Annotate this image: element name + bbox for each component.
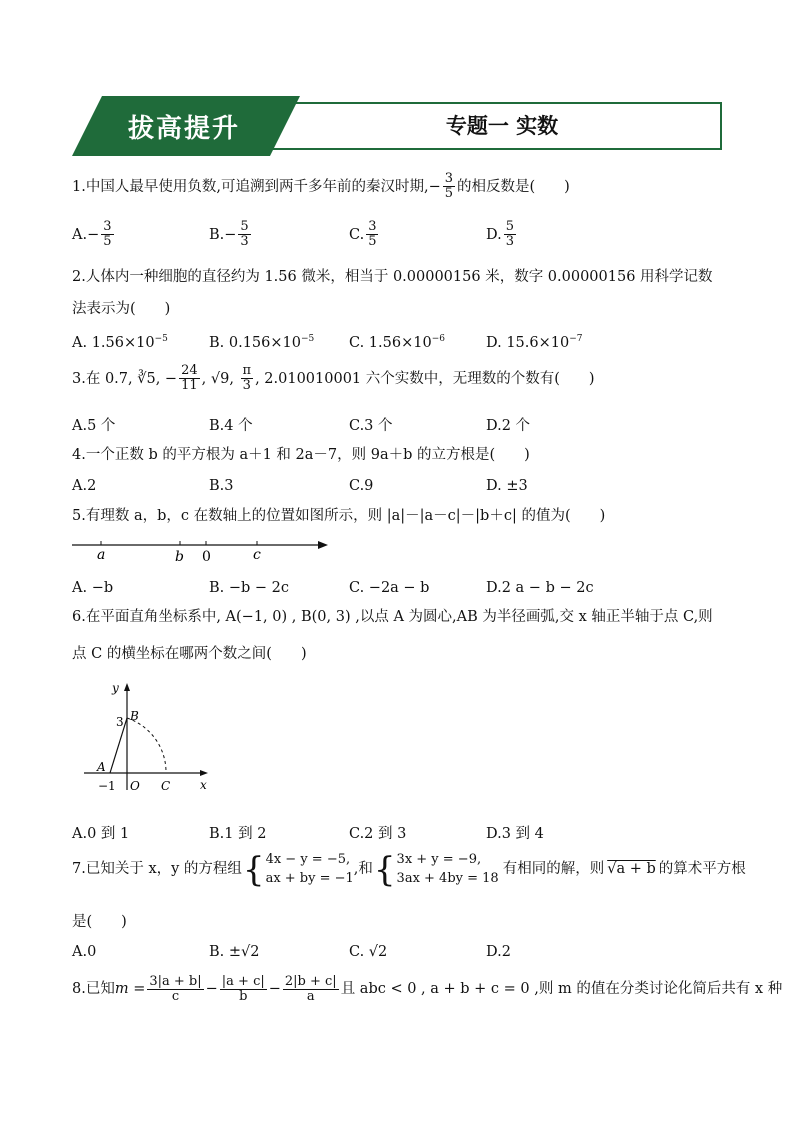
q7-text-pre: 7.已知关于 x，y 的方程组 [72, 861, 242, 878]
q3-frac-den: 11 [181, 378, 198, 394]
q8-f3-num: 2|b + c| [284, 974, 337, 989]
q7-system-2 [397, 851, 499, 889]
q2-option-c[interactable] [349, 334, 445, 351]
question-7 [72, 851, 746, 889]
q7-option-b[interactable]: B. ±√2 [209, 944, 260, 960]
q4-option-d[interactable]: D. ±3 [486, 478, 528, 494]
label-zero: 0 [202, 549, 211, 564]
q8-f1-num: 3|a + b| [149, 974, 202, 989]
q6-option-a[interactable]: A.0 到 1 [72, 826, 130, 842]
q5-option-d[interactable]: D.2 a − b − 2c [486, 580, 594, 596]
question-6-line-2: 点 C 的横坐标在哪两个数之间( ) [72, 646, 307, 662]
question-6-line-1: 6.在平面直角坐标系中, A(−1, 0) , B(0, 3) ,以点 A 为圆心,AB 为半径画弧,交 x 轴正半轴于点 C,则 [72, 609, 713, 625]
q5-options [72, 580, 732, 602]
coordinate-figure [82, 678, 212, 796]
q8-text-post: 且 abc < 0 , a + b + c = 0 ,则 m 的值在分类讨论化简后共有 x 种 [340, 981, 783, 998]
q1-frac-num: 3 [444, 171, 453, 186]
q6-options [72, 822, 732, 844]
q7-text-post1: 有相同的解，则 [502, 861, 605, 878]
x-axis-arrow-icon [200, 770, 208, 776]
q7-text-mid: ,和 [353, 861, 373, 878]
q3-options [72, 414, 732, 436]
q1-opt-a-num: 3 [103, 219, 112, 234]
q1-opt-c-frac [366, 220, 378, 250]
q3-sign: − [164, 370, 178, 387]
q5-option-a[interactable]: A. −b [72, 580, 114, 596]
q2-option-b[interactable] [209, 334, 314, 351]
q1-opt-d-frac [504, 220, 516, 250]
q2-opt-b-text: B. 0.156×10 [209, 334, 301, 351]
q1-option-a[interactable] [72, 220, 116, 250]
q7-option-d[interactable]: D.2 [486, 944, 511, 960]
q7-sys1-eq2: ax + by = −1 [265, 870, 354, 886]
q8-text-pre: 8.已知 [72, 981, 115, 998]
x-neg1-label: −1 [98, 779, 116, 793]
arc-bc [127, 718, 166, 773]
q7-sys1-eq1: 4x − y = −5, [265, 852, 351, 867]
q1-opt-d-num: 5 [505, 219, 514, 234]
q6-option-c[interactable]: C.2 到 3 [349, 826, 407, 842]
q2-options [72, 334, 732, 356]
q3-fraction [179, 364, 200, 394]
q1-opt-c-num: 3 [368, 219, 377, 234]
q5-option-b[interactable]: B. −b − 2c [209, 580, 290, 596]
q3-option-d[interactable]: D.2 个 [486, 418, 531, 434]
question-5: 5.有理数 a，b，c 在数轴上的位置如图所示，则 |a|－|a－c|－|b＋c| 的值为( ) [72, 508, 606, 524]
q7-brace-2-icon: { [373, 849, 396, 890]
q4-option-b[interactable]: B.3 [209, 478, 234, 494]
point-b-label: B [130, 709, 139, 723]
q1-opt-b-num: 5 [240, 219, 249, 234]
q7-sys2-eq2: 3ax + 4by = 18 [396, 870, 499, 886]
y-three-label: 3 [116, 715, 124, 729]
q5-option-c[interactable]: C. −2a − b [349, 580, 430, 596]
q3-pi-den: 3 [242, 378, 251, 394]
q7-options [72, 944, 732, 966]
q6-option-d[interactable]: D.3 到 4 [486, 826, 544, 842]
header-banner [72, 96, 722, 156]
q2-opt-c-exp: −6 [431, 334, 445, 344]
q3-sqrt: √9 [210, 370, 230, 387]
point-c-label: C [161, 779, 171, 793]
q8-fraction-1 [147, 975, 203, 1005]
page-title: 专题一 实数 [445, 114, 559, 138]
q2-opt-c-text: C. 1.56×10 [349, 334, 432, 351]
q3-text-pre: 3.在 0.7, [72, 370, 133, 387]
q3-frac-num: 24 [181, 363, 198, 378]
q1-option-c[interactable] [349, 220, 380, 250]
q1-text: 1.中国人最早使用负数,可追溯到两千多年前的秦汉时期, [72, 178, 429, 195]
label-b: b [175, 549, 184, 564]
q1-opt-d-den: 3 [505, 234, 514, 250]
q1-opt-c-label: C. [349, 226, 365, 243]
q2-option-a[interactable] [72, 334, 168, 351]
q1-sign: − [428, 178, 441, 195]
q8-f2-den: b [239, 989, 248, 1005]
q4-option-a[interactable]: A.2 [72, 478, 97, 494]
q1-opt-d-label: D. [486, 226, 502, 243]
q3-pi-fraction [241, 364, 254, 394]
q3-text-post: 2.010010001 六个实数中，无理数的个数有( ) [264, 370, 595, 387]
q1-opt-a-sign: − [87, 226, 100, 243]
q1-opt-b-den: 3 [240, 234, 249, 250]
number-line-figure [70, 534, 332, 564]
q7-sys2-eq1: 3x + y = −9, [396, 852, 482, 867]
q1-frac-den: 5 [444, 186, 453, 202]
q1-opt-a-den: 5 [103, 234, 112, 250]
q8-m-equals: m = [114, 981, 146, 998]
banner-tab-label: 拔高提升 [128, 114, 241, 144]
q3-option-c[interactable]: C.3 个 [349, 418, 393, 434]
q8-fraction-3 [283, 975, 339, 1005]
q1-opt-b-sign: − [224, 226, 237, 243]
q1-opt-b-frac [238, 220, 250, 250]
q7-brace-1-icon: { [242, 849, 265, 890]
q8-f3-den: a [306, 989, 315, 1005]
q3-pi-num: π [242, 363, 252, 378]
q1-option-d[interactable] [486, 220, 518, 250]
q2-opt-a-exp: −5 [154, 334, 168, 344]
x-label: x [200, 778, 207, 792]
q7-option-c[interactable]: C. √2 [349, 944, 388, 960]
q3-option-a[interactable]: A.5 个 [72, 418, 116, 434]
question-3: 3.在 0.7, ∛5, − $\frac{24}{11}$ , √9, $\frac{\pi}{3}$ , 2.010010001 六个实数中，无理数的个数有( ) [72, 363, 595, 394]
question-2-line-2: 法表示为( ) [72, 301, 171, 317]
label-a: a [97, 547, 106, 563]
y-label: y [112, 681, 119, 695]
q8-f1-den: c [171, 989, 180, 1005]
q1-opt-c-den: 5 [368, 234, 377, 250]
number-line-arrow-icon [318, 541, 328, 549]
q7-system-1 [266, 851, 354, 889]
q8-minus-2: − [268, 981, 281, 998]
q2-opt-b-exp: −5 [300, 334, 315, 344]
q3-cube-root: ∛5 [137, 370, 156, 387]
q8-minus-1: − [205, 981, 218, 998]
q3-option-b[interactable]: B.4 个 [209, 418, 253, 434]
question-1 [72, 172, 570, 202]
q2-opt-d-exp: −7 [569, 334, 583, 344]
q1-opt-b-label: B. [209, 226, 225, 243]
q2-opt-d-text: D. 15.6×10 [486, 334, 570, 351]
q7-text-post2: 的算术平方根 [658, 861, 746, 878]
q6-option-b[interactable]: B.1 到 2 [209, 826, 267, 842]
q1-options [72, 220, 732, 260]
origin-label: O [130, 779, 140, 793]
y-axis-arrow-icon [124, 683, 130, 691]
question-2-line-1: 2.人体内一种细胞的直径约为 1.56 微米，相当于 0.00000156 米，数字 0.00000156 用科学记数 [72, 269, 713, 285]
q7-sqrt: √a + b [607, 861, 656, 878]
question-4: 4.一个正数 b 的平方根为 a＋1 和 2a－7，则 9a＋b 的立方根是( ) [72, 447, 530, 463]
q1-option-b[interactable] [209, 220, 253, 250]
q1-text-post: 的相反数是( ) [457, 178, 570, 195]
q2-opt-a-text: A. 1.56×10 [72, 334, 155, 351]
point-a-label: A [97, 760, 106, 774]
q1-opt-a-frac [101, 220, 113, 250]
q1-fraction [443, 172, 455, 202]
question-8 [72, 975, 782, 1005]
q8-f2-num: |a + c| [221, 974, 265, 989]
q7-option-a[interactable]: A.0 [72, 944, 97, 960]
q1-opt-a-label: A. [72, 226, 88, 243]
q2-option-d[interactable] [486, 334, 583, 351]
question-7-line-2: 是( ) [72, 914, 127, 930]
label-c: c [253, 547, 261, 563]
q8-fraction-2 [220, 975, 267, 1005]
q4-option-c[interactable]: C.9 [349, 478, 374, 494]
q4-options [72, 478, 732, 500]
